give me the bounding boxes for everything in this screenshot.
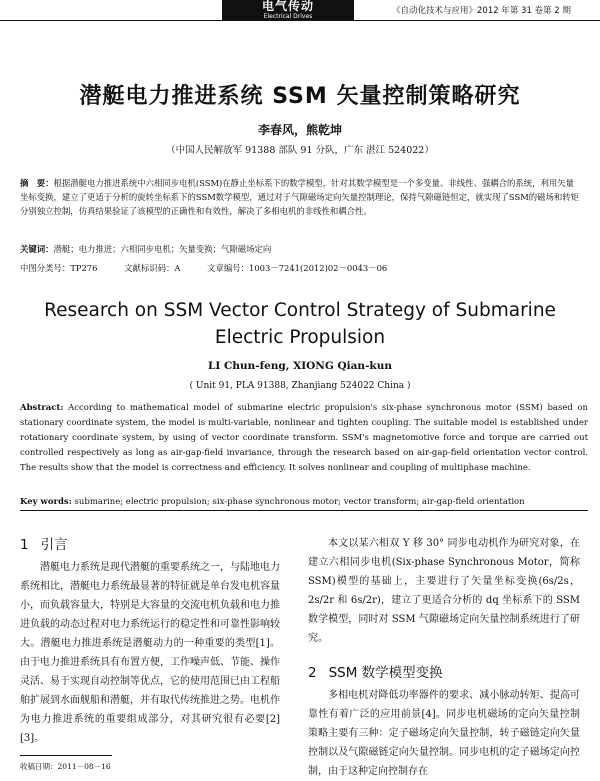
keywords-en-text: submarine; electric propulsion; six-phase synchronous motor; vector transform; air-gap-field orientation: [74, 497, 525, 507]
header-section-en: Electrical Drives: [263, 13, 313, 20]
section-1-heading: [20, 534, 280, 556]
abstract-en-text: According to mathematical model of submarine electric propulsion's six-phase synchronous motor (SSM) based on stationary coordinate system, the model is multi-variable, nonlinear and tighten coupling. The suitable model is established under rotationary coordinate system, by using of vector coordinate transform. SSM's magnetomotive force and torque are carried out controlled respectively as long as air-gap-field invariance, through the research based on air-gap-field orientation vector control. The results show that the model is correctness and efficiency. It solves nonlinear and coupling of multiphase machine.: [20, 403, 589, 474]
footnote-rule: [20, 755, 112, 756]
abstract-en: [20, 401, 588, 476]
header-rule: [0, 20, 600, 21]
title-zh: 潜艇电力推进系统 SSM 矢量控制策略研究: [79, 84, 521, 109]
clc-number: 中图分类号：TP276: [20, 263, 98, 273]
article-id: 文章编号：1003－7241(2012)02－0043－06: [207, 263, 388, 273]
header-section-zh: 电气传动: [261, 0, 314, 13]
abstract-zh: [20, 176, 580, 219]
section-1-paragraph-1: 潜艇电力系统是现代潜艇的重要系统之一，与陆地电力系统相比，潜艇电力系统最显著的特征就是单台发电机容量小，而负载容量大，特别是大容量的交流电机负载和电力推进负载的动态过程对电力系统运行的稳定性和可靠性影响较大。潜艇电力推进系统是潜艇动力的一种重要的类型[1]。由于电力推进系统具有布置方便，工作噪声低、节能、操作灵活、易于实现自动控制等优点，它的使用范围已由工程船舶扩展到水面舰船和潜艇，并有取代传统推进之势。电机作为电力推进系统的重要组成部分，对其研究很有必要[2][3]。: [20, 562, 280, 744]
document-code: 文献标识码：A: [124, 263, 181, 273]
section-1-number: 1: [20, 537, 29, 553]
abstract-zh-text: 根据潜艇电力推进系统中六相同步电机(SSM)在静止坐标系下的数学模型，针对其数学模型是一个多变量、非线性、强耦合的系统，利用矢量坐标变换，建立了更适于分析的旋转坐标系下的SSM数学模型，通过对于气隙磁场定向矢量控制理论，保持气隙磁链恒定，就实现了SSM的磁场和转矩分别独立控制，仿真结果验证了该模型的正确性和有效性，解决了多相电机的非线性和耦合性。: [20, 178, 580, 217]
section-2-number: 2: [308, 665, 317, 681]
section-2-title: SSM 数学模型变换: [328, 665, 443, 681]
abstract-zh-label: 摘 要：: [20, 178, 54, 188]
keywords-zh: [20, 243, 580, 255]
running-header-section: [222, 0, 354, 20]
authors-zh: 李春风，熊乾坤: [257, 123, 342, 137]
keywords-zh-text: 潜艇；电力推进；六相同步电机；矢量变换；气隙磁场定向: [53, 244, 272, 254]
keywords-en-label: Key words:: [20, 497, 72, 507]
title-en: Research on SSM Vector Control Strategy of Submarine Electric Propulsion: [44, 300, 556, 348]
keywords-zh-label: 关键词：: [20, 244, 54, 254]
classification-zh: [20, 262, 580, 274]
keywords-en: [20, 497, 588, 507]
abstract-en-label: Abstract:: [20, 403, 64, 413]
section-1-title: 引言: [40, 537, 68, 553]
body-column-right: [308, 534, 580, 781]
body-column-left: [20, 534, 280, 748]
affiliation-zh: （中国人民解放军 91388 部队 91 分队，广东 湛江 524022）: [166, 145, 434, 156]
footnote-received-date: 收稿日期：2011－08－16: [20, 762, 111, 771]
section-1-paragraph-2: 本文以某六相双 Y 移 30° 同步电动机作为研究对象，在建立六相同步电机(Six-phase Synchronous Motor，简称SSM)模型的基础上，主要进行了矢量坐标变换(6s/2s，2s/2r 和 6s/2r)，建立了更适合分析的 dq 坐标系下的 SSM 数学模型，同时对 SSM 气隙磁场定向矢量控制系统进行了研究。: [308, 538, 580, 644]
section-2-heading: [308, 662, 580, 684]
section-2-paragraph-1: 多相电机对降低功率器件的要求、减小脉动转矩、提高可靠性有着广泛的应用前景[4]。同步电机磁场的定向矢量控制策略主要有三种：定子磁场定向矢量控制，转子磁链定向矢量控制以及气隙磁链定向矢量控制。同步电机的定子磁场定向控制，由于这种定向控制存在: [308, 690, 580, 777]
header-journal-info: 《自动化技术与应用》2012 年第 31 卷第 2 期: [392, 6, 571, 16]
affiliation-en: ( Unit 91, PLA 91388, Zhanjiang 524022 China ): [189, 381, 411, 391]
authors-en: LI Chun-feng, XIONG Qian-kun: [208, 360, 392, 372]
keywords-rule: [20, 510, 588, 511]
